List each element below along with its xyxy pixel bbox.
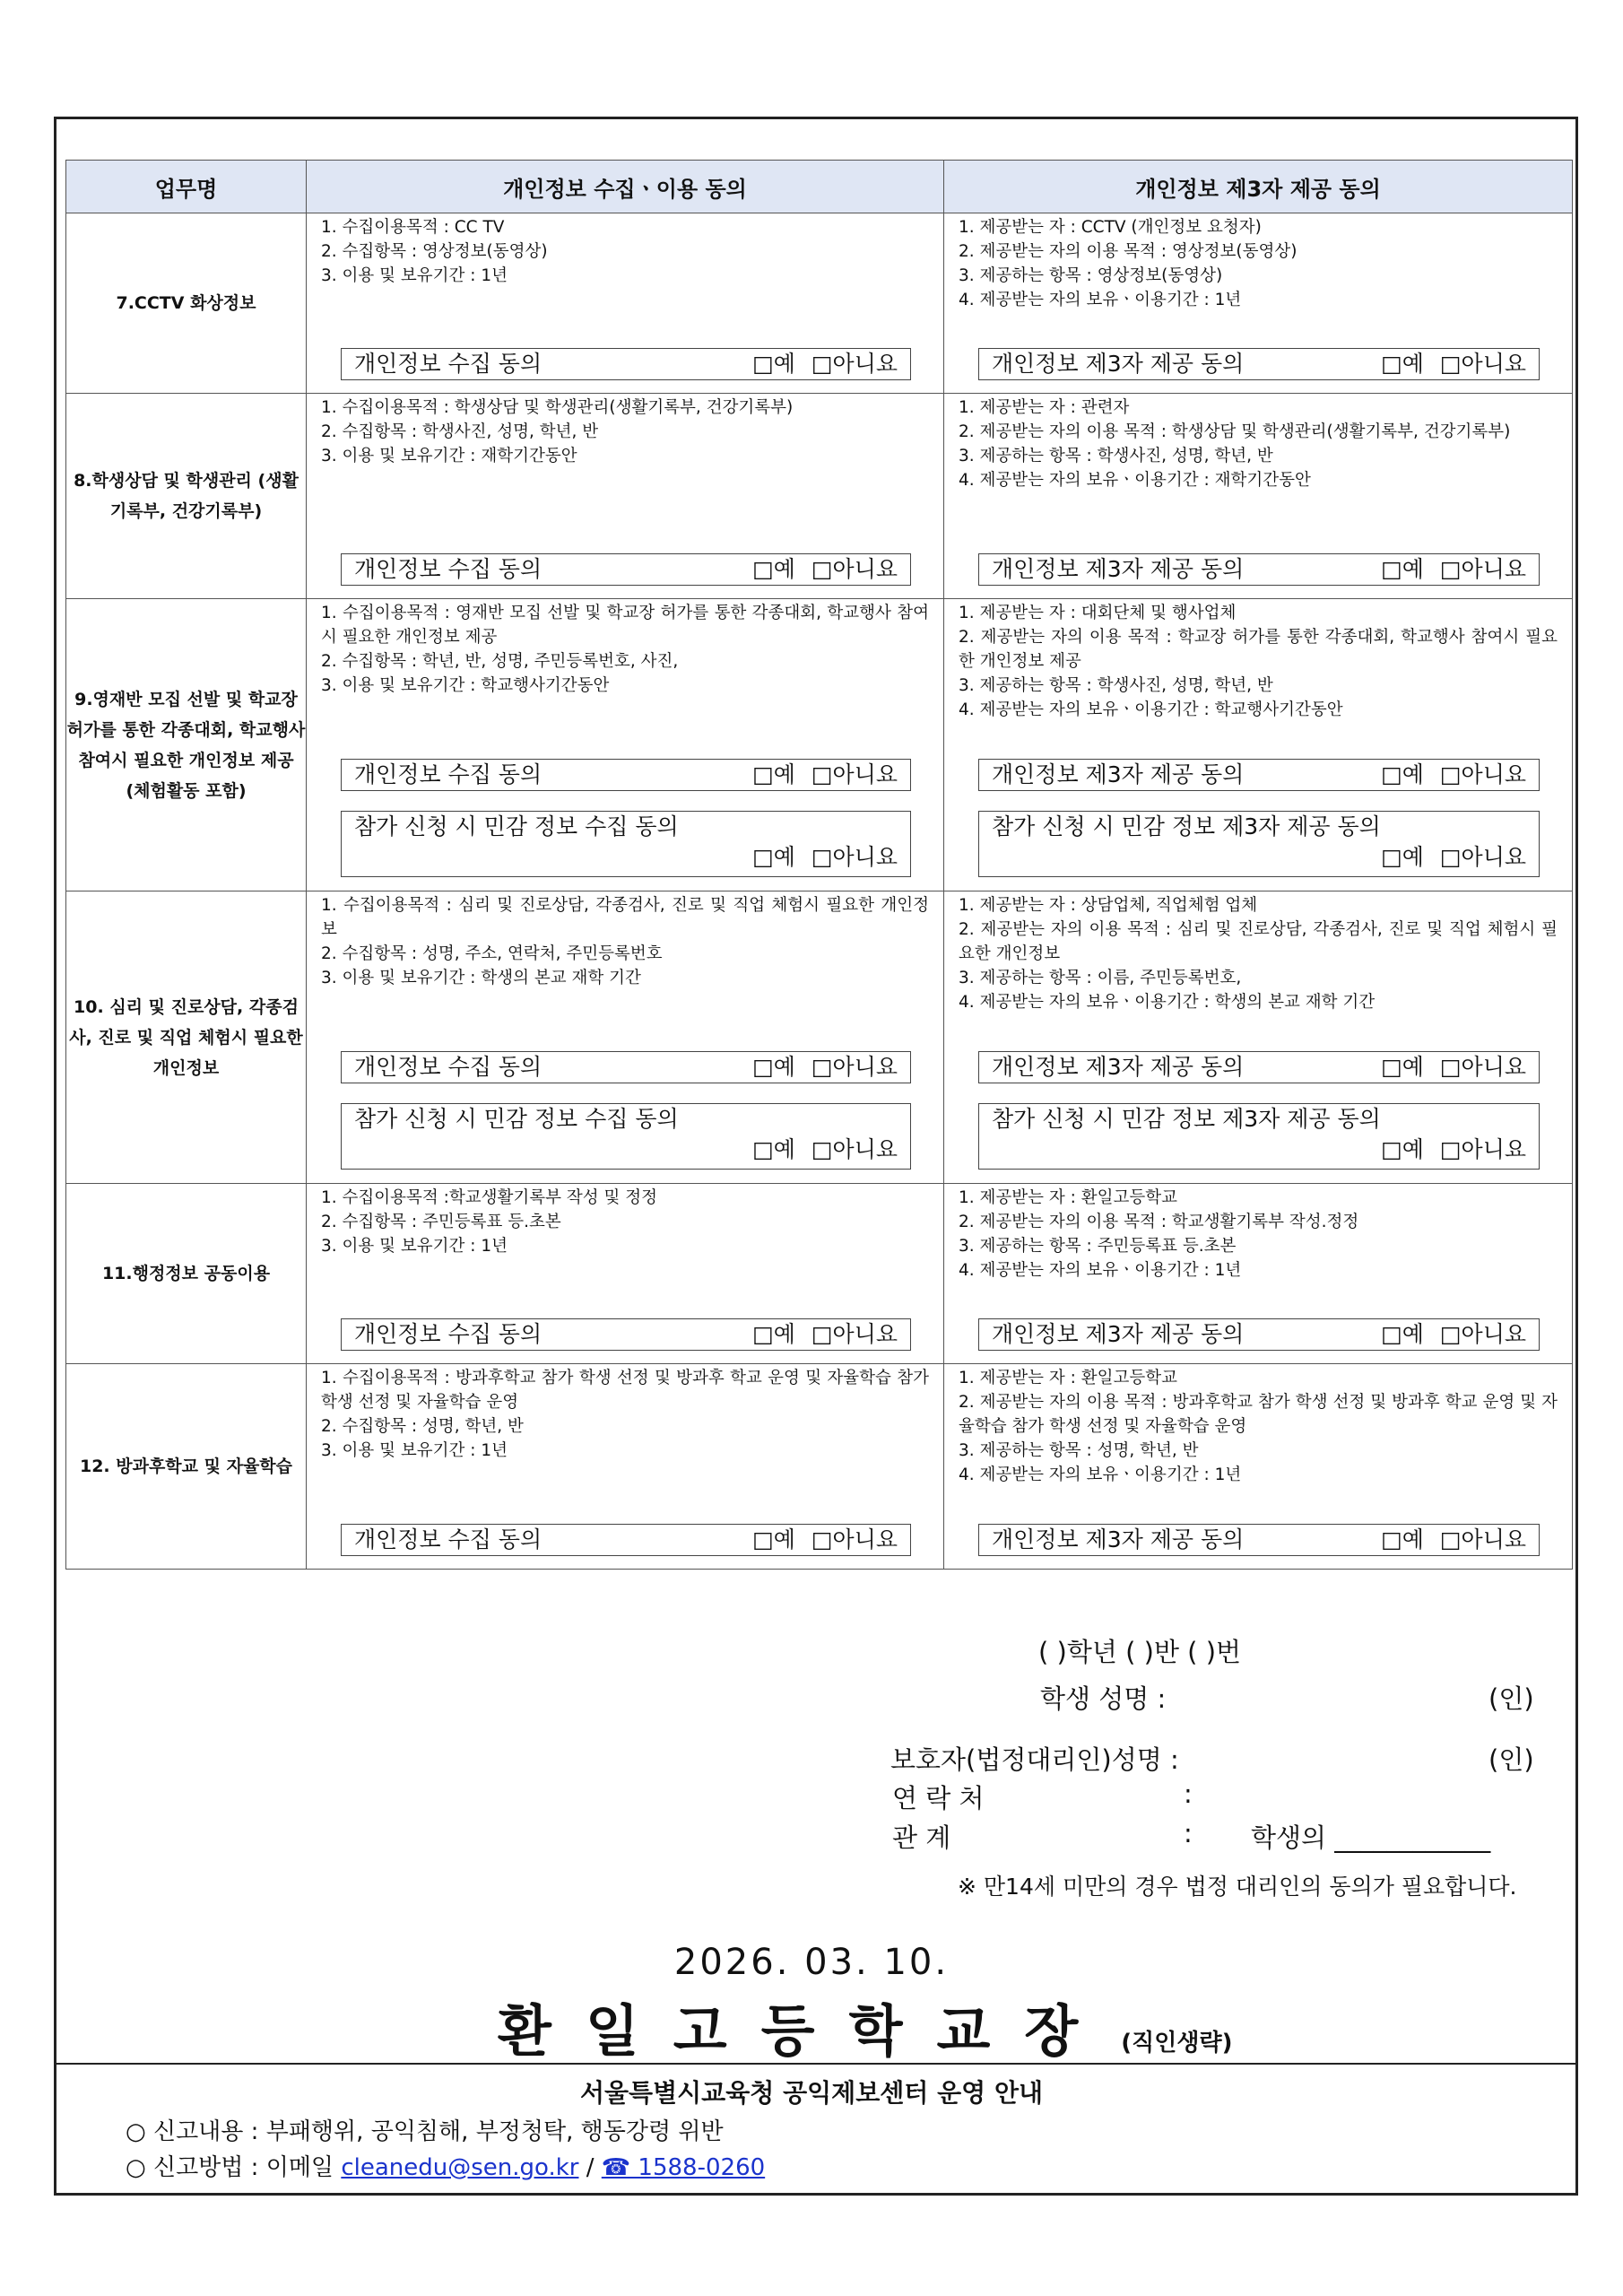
no-checkbox[interactable]: □아니요 (1439, 1321, 1526, 1347)
list-item: 2. 제공받는 자의 이용 목적 : 영상정보(동영상) (959, 242, 1298, 261)
yes-checkbox[interactable]: □예 (752, 351, 795, 377)
third-cell (944, 394, 1573, 599)
yes-checkbox[interactable]: □예 (1381, 1054, 1424, 1080)
yes-checkbox[interactable]: □예 (1381, 351, 1424, 377)
third-items (959, 396, 1558, 492)
collect-sensitive-consent-box (341, 1103, 911, 1170)
collect-consent-box (341, 1524, 911, 1556)
contact-label: 연 락 처 (892, 1783, 985, 1813)
list-item: 1. 제공받는 자 : CCTV (개인정보 요청자) (959, 218, 1262, 237)
task-name: 7.CCTV 화상정보 (66, 213, 307, 394)
list-item: 3. 제공하는 항목 : 영상정보(동영상) (959, 266, 1223, 285)
consent-label: 개인정보 제3자 제공 동의 (992, 351, 1245, 377)
collect-items (321, 601, 929, 698)
collect-consent-box (341, 1318, 911, 1351)
consent-label: 개인정보 제3자 제공 동의 (992, 761, 1245, 787)
list-item: 3. 이용 및 보유기간 : 1년 (321, 266, 508, 285)
third-consent-box (978, 1051, 1540, 1083)
consent-options (1365, 1052, 1526, 1083)
consent-options (736, 1525, 898, 1555)
collect-items (321, 893, 929, 990)
task-name: 12. 방과후학교 및 자율학습 (66, 1364, 307, 1570)
yes-checkbox[interactable]: □예 (752, 556, 795, 582)
consent-label: 개인정보 수집 동의 (354, 351, 542, 377)
list-item: 2. 수집항목 : 학년, 반, 성명, 주민등록번호, 사진, (321, 652, 679, 671)
guardian-seal: (인) (1488, 1744, 1534, 1775)
list-item: 3. 이용 및 보유기간 : 학생의 본교 재학 기간 (321, 969, 641, 987)
list-item: 2. 제공받는 자의 이용 목적 : 방과후학교 참가 학생 선정 및 방과후 학교 운영 및 자율학습 참가 학생 선정 및 자율학습 운영 (959, 1393, 1558, 1436)
collect-consent-box (341, 1051, 911, 1083)
third-sensitive-consent-box (978, 1103, 1540, 1170)
no-checkbox[interactable]: □아니요 (811, 1526, 898, 1552)
separator: / (578, 2154, 602, 2181)
consent-options (1365, 1525, 1526, 1555)
third-cell (944, 1364, 1573, 1570)
consent-options (736, 760, 898, 790)
footer-report-content: ○ 신고내용 : 부패행위, 공익침해, 부정청탁, 행동강령 위반 (126, 2118, 724, 2145)
list-item: 1. 수집이용목적 : 영재반 모집 선발 및 학교장 허가를 통한 각종대회, 학교행사 참여시 필요한 개인정보 제공 (321, 604, 929, 647)
consent-options (1365, 1319, 1526, 1350)
collect-items (321, 396, 929, 468)
consent-options (992, 1135, 1526, 1165)
consent-options (992, 842, 1526, 873)
consent-options (736, 1319, 898, 1350)
third-items (959, 1186, 1558, 1283)
yes-checkbox[interactable]: □예 (752, 1136, 795, 1162)
list-item: 1. 수집이용목적 : 방과후학교 참가 학생 선정 및 방과후 학교 운영 및 자율학습 참가 학생 선정 및 자율학습 운영 (321, 1369, 929, 1412)
list-item: 1. 제공받는 자 : 상담업체, 직업체험 업체 (959, 896, 1258, 915)
list-item: 2. 제공받는 자의 이용 목적 : 학교장 허가를 통한 각종대회, 학교행사 참여시 필요한 개인정보 제공 (959, 628, 1558, 671)
third-consent-box (978, 759, 1540, 791)
list-item: 3. 제공하는 항목 : 주민등록표 등.초본 (959, 1237, 1237, 1256)
yes-checkbox[interactable]: □예 (752, 1321, 795, 1347)
list-item: 3. 제공하는 항목 : 이름, 주민등록번호, (959, 969, 1242, 987)
no-checkbox[interactable]: □아니요 (1439, 556, 1526, 582)
third-items (959, 1366, 1558, 1487)
task-name: 9.영재반 모집 선발 및 학교장 허가를 통한 각종대회, 학교행사 참여시 필요한 개인정보 제공(체험활동 포함) (66, 599, 307, 891)
collect-cell (307, 1184, 944, 1364)
relation-value: 학생의 ____________ (1251, 1822, 1491, 1853)
list-item: 1. 수집이용목적 : 학생상담 및 학생관리(생활기록부, 건강기록부) (321, 398, 794, 417)
list-item: 4. 제공받는 자의 보유ㆍ이용기간 : 1년 (959, 1261, 1242, 1280)
consent-options (1365, 349, 1526, 379)
consent-options (736, 554, 898, 585)
consent-options (1365, 554, 1526, 585)
third-consent-box (978, 1524, 1540, 1556)
consent-label: 개인정보 수집 동의 (354, 1054, 542, 1080)
list-item: 1. 수집이용목적 : 심리 및 진로상담, 각종검사, 진로 및 직업 체험시 필요한 개인정보 (321, 896, 929, 939)
yes-checkbox[interactable]: □예 (1381, 1526, 1424, 1552)
list-item: 1. 제공받는 자 : 관련자 (959, 398, 1130, 417)
no-checkbox[interactable]: □아니요 (1439, 1526, 1526, 1552)
list-item: 1. 제공받는 자 : 대회단체 및 행사업체 (959, 604, 1237, 622)
third-consent-box (978, 553, 1540, 586)
consent-options (354, 1135, 898, 1165)
task-name: 8.학생상담 및 학생관리 (생활기록부, 건강기록부) (66, 394, 307, 599)
collect-items (321, 1366, 929, 1463)
yes-checkbox[interactable]: □예 (752, 1054, 795, 1080)
no-checkbox[interactable]: □아니요 (1439, 351, 1526, 377)
task-name: 10. 심리 및 진로상담, 각종검사, 진로 및 직업 체험시 필요한 개인정보 (66, 891, 307, 1184)
third-consent-box (978, 1318, 1540, 1351)
table-row (66, 599, 1573, 891)
list-item: 2. 제공받는 자의 이용 목적 : 학생상담 및 학생관리(생활기록부, 건강기록부) (959, 422, 1511, 441)
yes-checkbox[interactable]: □예 (1381, 556, 1424, 582)
sensitive-consent-label: 참가 신청 시 민감 정보 수집 동의 (354, 1106, 679, 1132)
list-item: 1. 수집이용목적 :학교생활기록부 작성 및 정정 (321, 1188, 657, 1207)
list-item: 1. 수집이용목적 : CC TV (321, 218, 505, 237)
consent-label: 개인정보 수집 동의 (354, 1321, 542, 1347)
consent-options (736, 1052, 898, 1083)
list-item: 2. 수집항목 : 성명, 학년, 반 (321, 1417, 524, 1436)
principal-seal-note: (직인생략) (1121, 2030, 1233, 2057)
report-method-prefix: ○ 신고방법 : 이메일 (126, 2154, 342, 2181)
list-item: 3. 이용 및 보유기간 : 1년 (321, 1237, 508, 1256)
collect-consent-box (341, 348, 911, 380)
phone-link[interactable]: ☎ 1588-0260 (601, 2154, 766, 2181)
list-item: 3. 제공하는 항목 : 학생사진, 성명, 학년, 반 (959, 447, 1273, 465)
guardian-note: ※ 만14세 미만의 경우 법정 대리인의 동의가 필요합니다. (958, 1874, 1517, 1900)
list-item: 2. 수집항목 : 성명, 주소, 연락처, 주민등록번호 (321, 944, 663, 963)
student-name-label: 학생 성명 : (1040, 1683, 1167, 1714)
list-item: 4. 제공받는 자의 보유ㆍ이용기간 : 학생의 본교 재학 기간 (959, 993, 1376, 1012)
guardian-name-label: 보호자(법정대리인)성명 : (890, 1744, 1179, 1775)
table-row (66, 394, 1573, 599)
collect-cell (307, 891, 944, 1184)
no-checkbox[interactable]: □아니요 (811, 761, 898, 787)
consent-options (1365, 760, 1526, 790)
third-items (959, 893, 1558, 1014)
no-checkbox[interactable]: □아니요 (1439, 1054, 1526, 1080)
table-row (66, 1184, 1573, 1364)
consent-table (65, 160, 1573, 1570)
list-item: 2. 제공받는 자의 이용 목적 : 심리 및 진로상담, 각종검사, 진로 및 직업 체험시 필요한 개인정보 (959, 920, 1558, 963)
list-item: 1. 제공받는 자 : 환일고등학교 (959, 1369, 1177, 1387)
no-checkbox[interactable]: □아니요 (811, 1054, 898, 1080)
list-item: 3. 제공하는 항목 : 학생사진, 성명, 학년, 반 (959, 676, 1273, 695)
sensitive-consent-label: 참가 신청 시 민감 정보 제3자 제공 동의 (992, 813, 1381, 839)
consent-label: 개인정보 수집 동의 (354, 1526, 542, 1552)
table-header-row (66, 161, 1573, 213)
third-items (959, 215, 1558, 312)
third-consent-box (978, 348, 1540, 380)
no-checkbox[interactable]: □아니요 (1439, 761, 1526, 787)
sensitive-consent-label: 참가 신청 시 민감 정보 수집 동의 (354, 813, 679, 839)
list-item: 4. 제공받는 자의 보유ㆍ이용기간 : 1년 (959, 1465, 1242, 1484)
list-item: 2. 수집항목 : 학생사진, 성명, 학년, 반 (321, 422, 599, 441)
collect-cell (307, 394, 944, 599)
collect-cell (307, 599, 944, 891)
grade-class-number: ( )학년 ( )반 ( )번 (1038, 1637, 1242, 1667)
collect-cell (307, 213, 944, 394)
consent-options (736, 349, 898, 379)
list-item: 1. 제공받는 자 : 환일고등학교 (959, 1188, 1177, 1207)
no-checkbox[interactable]: □아니요 (811, 1321, 898, 1347)
relation-colon: : (1184, 1818, 1193, 1848)
list-item: 2. 제공받는 자의 이용 목적 : 학교생활기록부 작성.정정 (959, 1213, 1359, 1231)
yes-checkbox[interactable]: □예 (1381, 844, 1424, 870)
consent-label: 개인정보 수집 동의 (354, 761, 542, 787)
collect-consent-box (341, 553, 911, 586)
header-third: 개인정보 제3자 제공 동의 (944, 161, 1573, 213)
list-item: 3. 제공하는 항목 : 성명, 학년, 반 (959, 1441, 1199, 1460)
consent-label: 개인정보 제3자 제공 동의 (992, 1321, 1245, 1347)
collect-cell (307, 1364, 944, 1570)
principal-name: 환일고등학교장 (498, 1998, 1113, 2064)
student-seal: (인) (1488, 1683, 1534, 1714)
collect-items (321, 215, 929, 288)
consent-label: 개인정보 제3자 제공 동의 (992, 1526, 1245, 1552)
principal-title (498, 1987, 1232, 2066)
no-checkbox[interactable]: □아니요 (811, 351, 898, 377)
no-checkbox[interactable]: □아니요 (811, 1136, 898, 1162)
table-row (66, 1364, 1573, 1570)
no-checkbox[interactable]: □아니요 (811, 844, 898, 870)
list-item: 3. 이용 및 보유기간 : 1년 (321, 1441, 508, 1460)
list-item: 4. 제공받는 자의 보유ㆍ이용기간 : 재학기간동안 (959, 471, 1311, 490)
no-checkbox[interactable]: □아니요 (1439, 1136, 1526, 1162)
yes-checkbox[interactable]: □예 (1381, 761, 1424, 787)
footer-report-method (126, 2149, 765, 2182)
no-checkbox[interactable]: □아니요 (811, 556, 898, 582)
contact-colon: : (1184, 1779, 1193, 1809)
yes-checkbox[interactable]: □예 (752, 1526, 795, 1552)
third-cell (944, 213, 1573, 394)
consent-label: 개인정보 제3자 제공 동의 (992, 556, 1245, 582)
yes-checkbox[interactable]: □예 (752, 844, 795, 870)
task-name: 11.행정정보 공동이용 (66, 1184, 307, 1364)
third-sensitive-consent-box (978, 811, 1540, 877)
third-items (959, 601, 1558, 722)
table-row (66, 213, 1573, 394)
list-item: 3. 이용 및 보유기간 : 학교행사기간동안 (321, 676, 610, 695)
yes-checkbox[interactable]: □예 (752, 761, 795, 787)
collect-consent-box (341, 759, 911, 791)
header-task: 업무명 (66, 161, 307, 213)
list-item: 4. 제공받는 자의 보유ㆍ이용기간 : 1년 (959, 291, 1242, 309)
list-item: 4. 제공받는 자의 보유ㆍ이용기간 : 학교행사기간동안 (959, 700, 1343, 719)
email-link[interactable]: cleanedu@sen.go.kr (341, 2154, 579, 2181)
list-item: 3. 이용 및 보유기간 : 재학기간동안 (321, 447, 577, 465)
collect-items (321, 1186, 929, 1258)
table-row (66, 891, 1573, 1184)
list-item: 2. 수집항목 : 영상정보(동영상) (321, 242, 548, 261)
third-cell (944, 891, 1573, 1184)
list-item: 2. 수집항목 : 주민등록표 등.초본 (321, 1213, 561, 1231)
collect-sensitive-consent-box (341, 811, 911, 877)
third-cell (944, 599, 1573, 891)
consent-label: 개인정보 수집 동의 (354, 556, 542, 582)
yes-checkbox[interactable]: □예 (1381, 1136, 1424, 1162)
sensitive-consent-label: 참가 신청 시 민감 정보 제3자 제공 동의 (992, 1106, 1381, 1132)
footer-title: 서울특별시교육청 공익제보센터 운영 안내 (579, 2078, 1044, 2108)
header-collect: 개인정보 수집ㆍ이용 동의 (307, 161, 944, 213)
consent-options (354, 842, 898, 873)
footer-divider (54, 2063, 1578, 2065)
yes-checkbox[interactable]: □예 (1381, 1321, 1424, 1347)
relation-label: 관 계 (892, 1822, 951, 1853)
consent-label: 개인정보 제3자 제공 동의 (992, 1054, 1245, 1080)
third-cell (944, 1184, 1573, 1364)
no-checkbox[interactable]: □아니요 (1439, 844, 1526, 870)
document-date: 2026. 03. 10. (673, 1942, 950, 1983)
